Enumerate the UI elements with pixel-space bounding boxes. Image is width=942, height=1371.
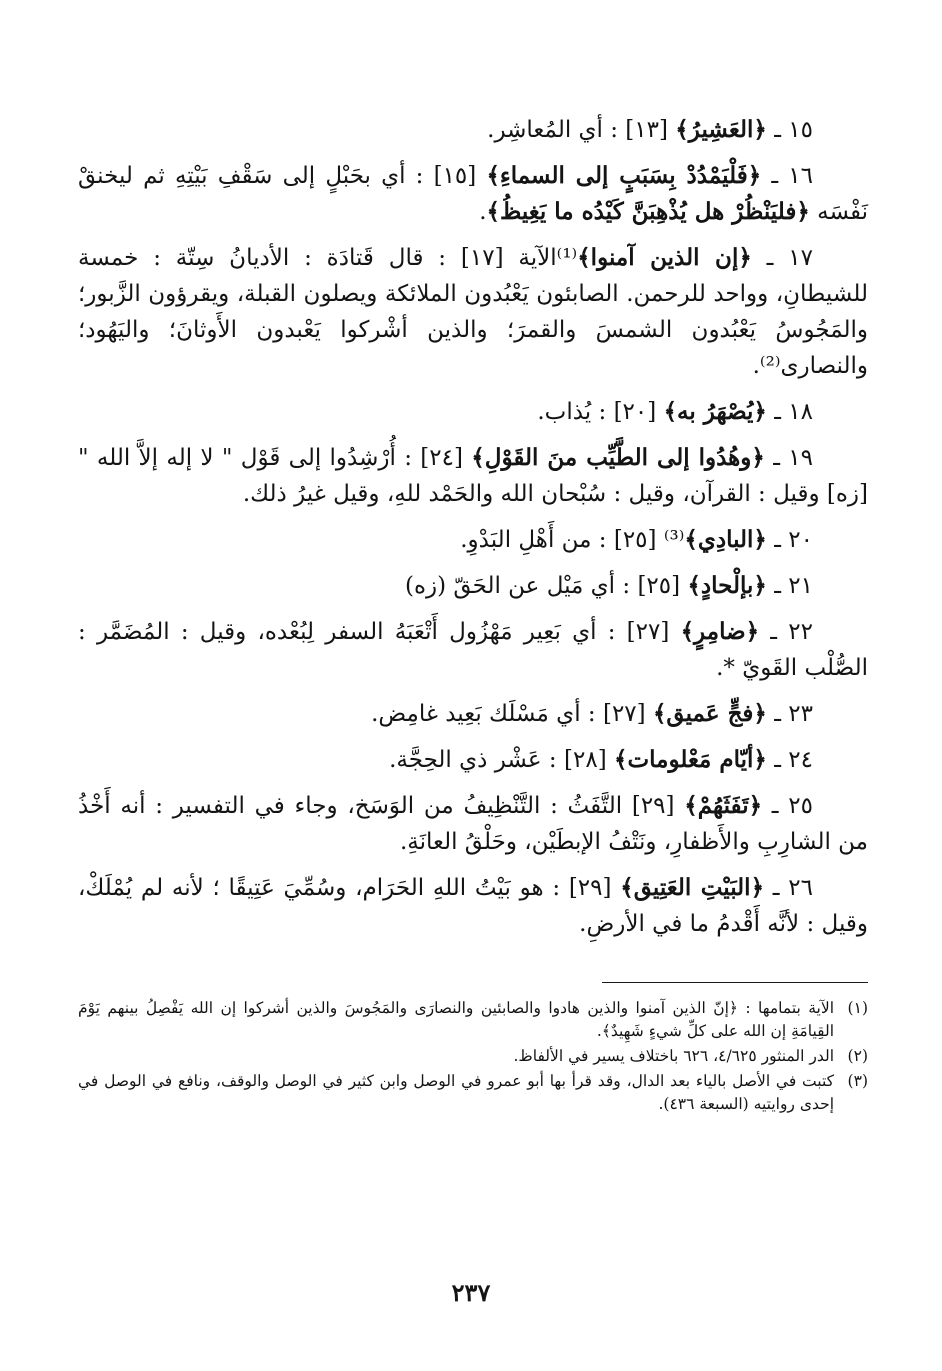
entry-number: ٢٤ ـ xyxy=(766,747,813,773)
glossary-entry xyxy=(78,614,868,686)
quran-term: ﴿أيّام مَعْلومات﴾ xyxy=(614,746,767,773)
page-number: ٢٣٧ xyxy=(451,1278,491,1307)
entry-number: ١٨ ـ xyxy=(766,399,813,425)
glossary-entry xyxy=(78,522,868,558)
footnote-number: (١) xyxy=(847,999,868,1017)
entry-definition: [١٣] : أي المُعاشِر. xyxy=(487,117,676,143)
footnote xyxy=(78,997,868,1043)
entry-definition: [٢٠] : يُذاب. xyxy=(537,399,664,425)
quran-term: ﴿يُصْهَرُ به﴾ xyxy=(663,398,767,425)
footnote xyxy=(78,1070,868,1116)
quran-term: ﴿وهُدُوا إلى الطَّيِّب منَ القَوْلِ﴾ xyxy=(471,444,765,471)
footnote-separator xyxy=(602,982,868,983)
quran-term: ﴿تَفَثَهُمْ﴾ xyxy=(684,792,763,819)
glossary-entry xyxy=(78,440,868,512)
footnote xyxy=(78,1045,868,1068)
entry-definition: ⁽¹⁾الآية [١٧] : قال قَتادَة : الأديانُ سِتّة : خمسة للشيطانِ، وواحد للرحمن. الصابئون يَعْبُدون الملائكة ويصلون القبلة، ويقرؤون الزَّبور؛ والمَجُوسُ يَعْبُدون الشمسَ والقمرَ؛ والذين أشْركوا يَعْبدون الأَوثانَ؛ واليَهُود؛ والنصارى⁽²⁾. xyxy=(78,245,868,379)
glossary-entry xyxy=(78,568,868,604)
glossary-entries xyxy=(78,112,868,942)
glossary-entry xyxy=(78,158,868,230)
footnotes xyxy=(78,997,868,1116)
quran-term: ﴿ضامِرٍ﴾ xyxy=(680,618,760,645)
footnote-text: كتبت في الأصل بالياء بعد الدال، وقد قرأ بها أبو عمرو في الوصل وابن كثير في الوصل والوقف، ونافع في الوصل في إحدى روايتيه (السبعة ٤٣٦). xyxy=(78,1072,834,1113)
glossary-entry xyxy=(78,240,868,384)
glossary-entry xyxy=(78,742,868,778)
footnote-number: (٣) xyxy=(847,1072,868,1090)
entry-number: ٢٥ ـ xyxy=(762,793,813,819)
entry-definition: [٢٧] : أي مَسْلَك بَعِيد غامِض. xyxy=(371,701,653,727)
quran-term: ﴿فجٍّ عَميق﴾ xyxy=(652,700,767,727)
entry-definition: [٢٤] : أُرْشِدُوا إلى قَوْل " لا إله إلاَّ الله " [زه] وقيل : القرآن، وقيل : سُبْحان الله والحَمْد للهِ، وقيل غيرُ ذلك. xyxy=(78,445,868,507)
glossary-entry xyxy=(78,788,868,860)
glossary-entry xyxy=(78,112,868,148)
document-page xyxy=(78,112,868,1342)
quran-term: ﴿فَلْيَمْدُدْ بِسَبَبٍ إلى السماءِ﴾ xyxy=(486,162,762,189)
quran-term: ﴿بإلْحادٍ﴾ xyxy=(687,572,767,599)
quran-term: ﴿العَشِيرُ﴾ xyxy=(675,116,767,143)
entry-definition: [٢٥] : أي مَيْل عن الحَقّ (زه) xyxy=(405,573,688,599)
footnote-text: الدر المنثور ٤/٦٢٥، ٦٢٦ باختلاف يسير في الألفاظ. xyxy=(513,1047,834,1065)
footnote-text: الآية بتمامها : ﴿إنّ الذين آمنوا والذين هادوا والصابئين والنصارَى والمَجُوسَ والذين أشركوا إن الله يَفْصِلُ بينهم يَوْمَ القِيامَةِ إن الله على كلِّ شيءٍ شَهِيدٌ﴾. xyxy=(78,999,834,1040)
entry-number: ١٦ ـ xyxy=(761,163,813,189)
glossary-entry xyxy=(78,696,868,732)
entry-number: ٢٠ ـ xyxy=(766,527,813,553)
entry-definition: ⁽³⁾ [٢٥] : من أَهْلِ البَدْوِ. xyxy=(460,527,685,553)
glossary-entry xyxy=(78,394,868,430)
quran-term: ﴿البادِي﴾ xyxy=(684,526,767,553)
quran-term-secondary: ﴿فليَنْظُرْ هل يُذْهِبَنَّ كَيْدُه ما يَغِيظُ﴾ xyxy=(486,198,810,225)
entry-definition: [١٥] : أي بحَبْلٍ إلى سَقْفِ بَيْتِهِ ثم ليخنقْ نَفْسَه xyxy=(78,163,868,225)
footnote-number: (٢) xyxy=(847,1047,868,1065)
entry-definition: [٢٧] : أي بَعِير مَهْزُول أَتْعَبَهُ السفر لِبُعْده، وقيل : المُضَمَّر : الصُّلْب القَويّ *. xyxy=(78,619,868,681)
entry-number: ١٧ ـ xyxy=(751,245,813,271)
entry-definition: [٢٩] : هو بَيْتُ اللهِ الحَرَام، وسُمِّيَ عَتِيقًا ؛ لأنه لم يُمْلَكْ، وقيل : لأنَّه أَقْدمُ ما في الأرضِ. xyxy=(78,875,868,937)
entry-number: ٢٦ ـ xyxy=(764,875,813,901)
entry-number: ٢١ ـ xyxy=(766,573,813,599)
quran-term: ﴿البَيْتِ العَتِيق﴾ xyxy=(620,874,765,901)
entry-definition: [٢٨] : عَشْر ذي الحِجَّة. xyxy=(389,747,614,773)
quran-term: ﴿إن الذين آمنوا﴾ xyxy=(577,244,752,271)
glossary-entry xyxy=(78,870,868,942)
entry-number: ١٩ ـ xyxy=(764,445,813,471)
entry-number: ٢٢ ـ xyxy=(759,619,813,645)
entry-number: ٢٣ ـ xyxy=(766,701,813,727)
entry-definition-end: . xyxy=(479,199,487,225)
entry-number: ١٥ ـ xyxy=(766,117,813,143)
entry-definition: [٢٩] التَّفَثُ : التَّنْظِيفُ من الوَسَخ، وجاء في التفسير : أنه أَخْذُ من الشارِبِ والأَظفارِ، ونَتْفُ الإبطَيْن، وحَلْقُ العانَةِ. xyxy=(78,793,868,855)
